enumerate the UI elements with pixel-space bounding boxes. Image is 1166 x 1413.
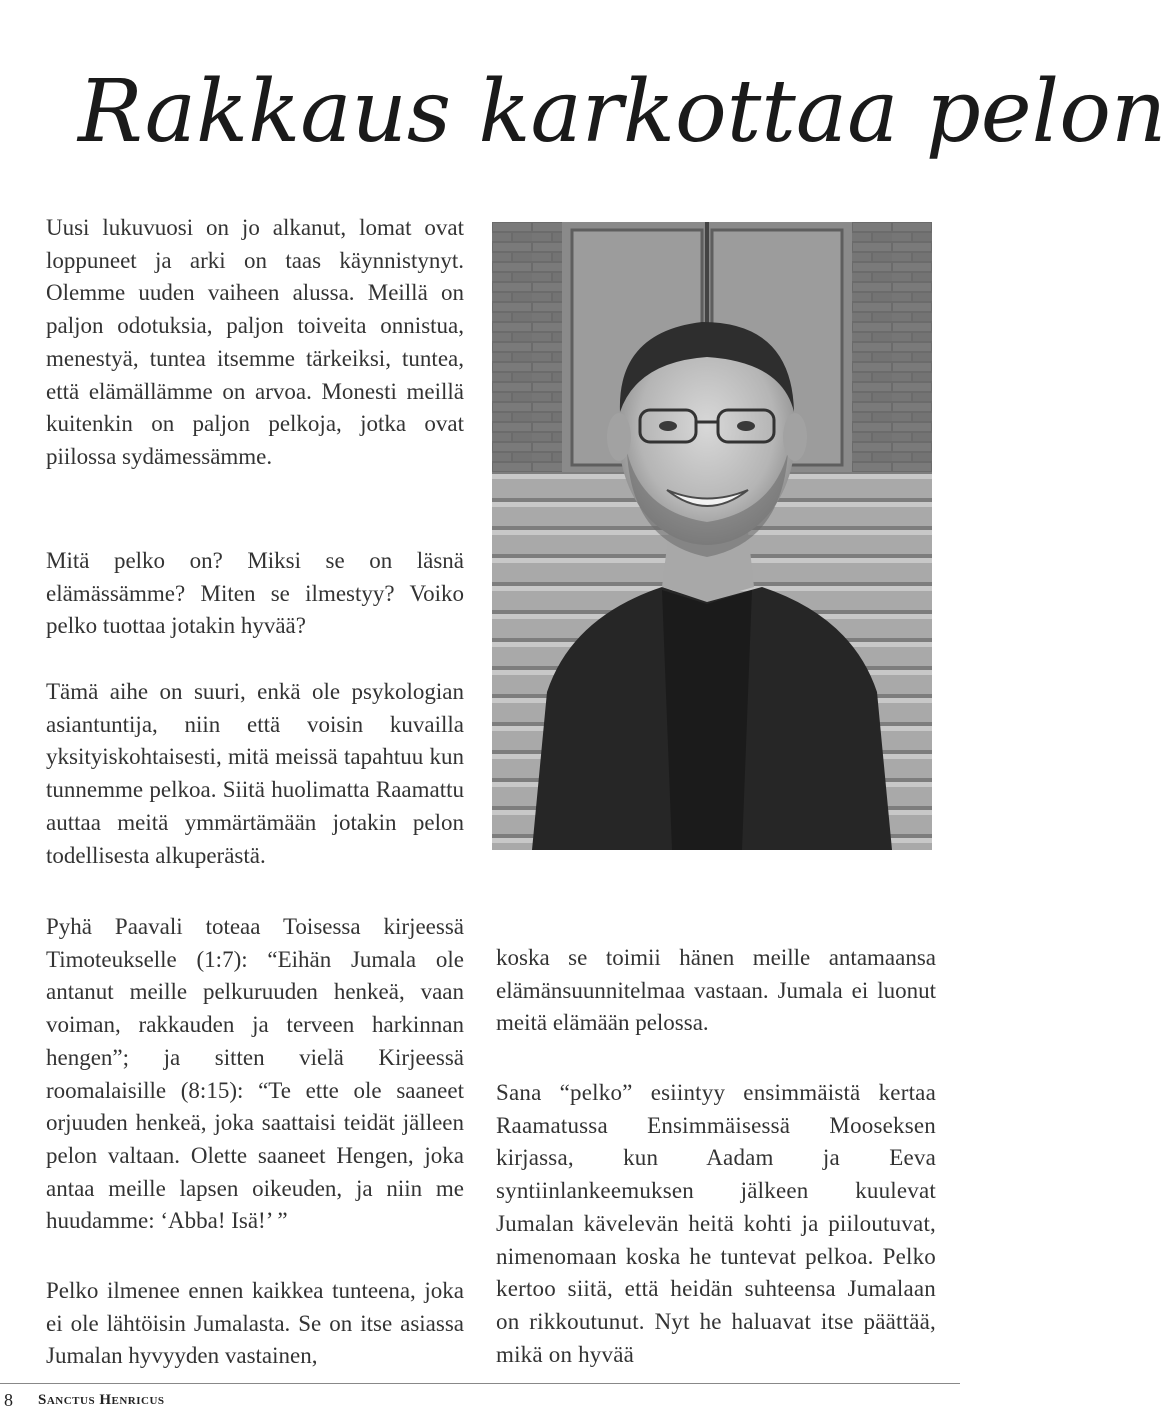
article-title: Rakkaus karkottaa pelon: [78, 62, 1166, 162]
paragraph: Uusi lukuvuosi on jo alkanut, lomat ovat loppuneet ja arki on taas käynnistynyt. Olemme uuden vaiheen alussa. Meillä on paljon odotuksia, paljon toiveita onnistua, menestyä, tuntea itsemme tärkeiksi, tuntea, että elämällämme on arvoa. Monesti meillä kuitenkin on paljon pelkoja, jotka ovat piilossa sydämessämme.: [46, 215, 464, 469]
magazine-name: Sanctus Henricus: [38, 1392, 165, 1408]
paragraph: Pelko ilmenee ennen kaikkea tunteena, joka ei ole lähtöisin Jumalasta. Se on itse asiassa Jumalan hyvyyden vastainen,: [46, 1278, 464, 1369]
paragraph: koska se toimii hänen meille antamaansa elämänsuunnitelmaa vastaan. Jumala ei luonut meitä elämään pelossa.: [496, 945, 936, 1036]
page-number: 8: [4, 1390, 13, 1410]
paragraph: Tämä aihe on suuri, enkä ole psykologian asiantuntija, niin että voisin kuvailla yksityiskohtaisesti, mitä meissä tapahtuu kun tunnemme pelkoa. Siitä huolimatta Raamattu auttaa meitä ymmärtämään jotakin pelon todellisesta alkuperästä.: [46, 679, 464, 868]
paragraph: Mitä pelko on? Miksi se on läsnä elämässämme? Miten se ilmestyy? Voiko pelko tuottaa jotakin hyvää?: [46, 548, 464, 639]
paragraph: Pyhä Paavali toteaa Toisessa kirjeessä Timoteukselle (1:7): “Eihän Jumala ole antanut meille pelkuruuden henkeä, vaan voiman, rakkauden ja terveen harkinnan hengen”; ja sitten vielä Kirjeessä roomalaisille (8:15): “Te ette ole saaneet orjuuden henkeä, joka saattaisi teidät jälleen pelon valtaan. Olette saaneet Hengen, joka antaa meille lapsen oikeuden, ja niin me huudamme: ‘Abba! Isä!’ ”: [46, 914, 464, 1234]
paragraph: Sana “pelko” esiintyy ensimmäistä kertaa Raamatussa Ensimmäisessä Mooseksen kirjassa, kun Aadam ja Eeva syntiinlankeemuksen jälkeen kuulevat Jumalan kävelevän heitä kohti ja piiloutuvat, nimenomaan koska he tuntevat pelkoa. Pelko kertoo siitä, että heidän suhteensa Jumalaan on rikkoutunut. Nyt he haluavat itse päättää, mikä on hyvää: [496, 1080, 936, 1367]
footer-rule: [0, 1383, 960, 1384]
portrait-photo: [492, 222, 932, 850]
